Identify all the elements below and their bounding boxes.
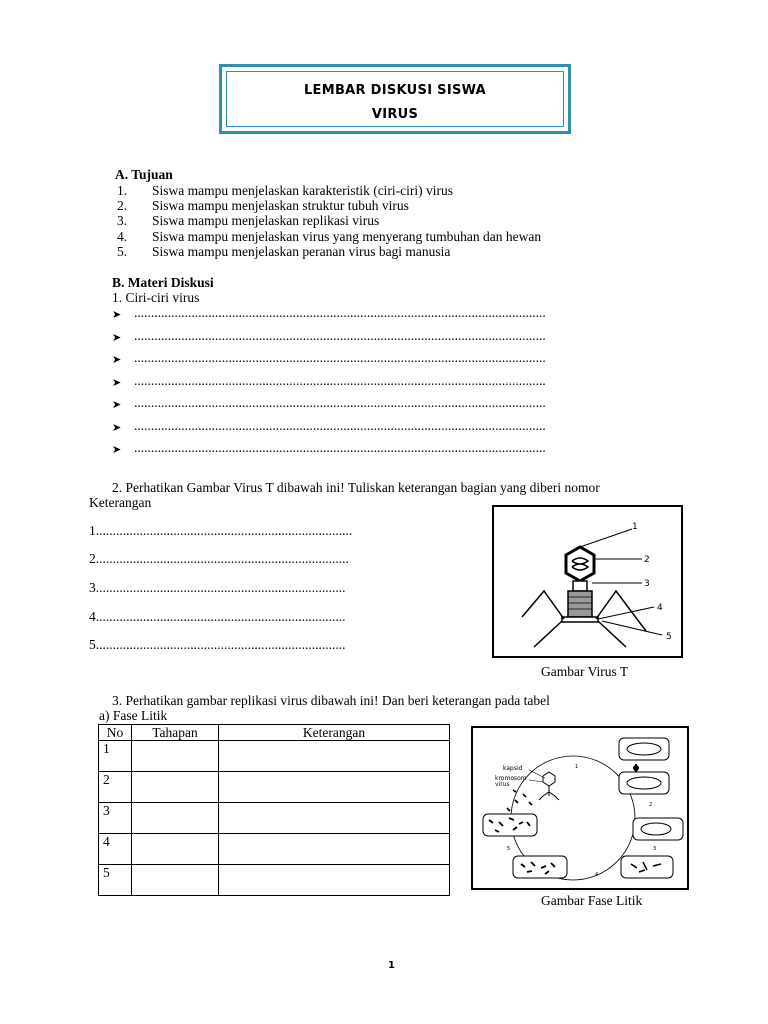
table-row xyxy=(99,803,450,834)
objective-num: 2. xyxy=(117,198,128,213)
fig2-label-kromosom: kromosom xyxy=(495,775,527,782)
fig2-label-virus: virus xyxy=(495,781,510,788)
fig2-label-kapsid: kapsid xyxy=(503,765,523,772)
question-2-text-cont: Keterangan xyxy=(89,495,152,510)
objective-text: Siswa mampu menjelaskan replikasi virus xyxy=(152,213,380,228)
table-cell-keterangan[interactable] xyxy=(219,803,450,834)
lytic-phase-figure xyxy=(471,726,689,890)
objective-num: 1. xyxy=(117,183,128,198)
fill-in-line[interactable]: .......................................................................................................................... xyxy=(134,395,546,410)
table-cell-no: 2 xyxy=(99,772,132,803)
answer-line[interactable]: 5.......................................................................... xyxy=(89,637,346,652)
title-line-1: LEMBAR DISKUSI SISWA xyxy=(303,83,487,98)
question-1-label: 1. Ciri-ciri virus xyxy=(112,290,200,305)
bullet-arrow-icon: ➤ xyxy=(112,399,122,411)
fig1-label: 4 xyxy=(657,603,663,613)
bullet-arrow-icon: ➤ xyxy=(112,422,122,434)
table-cell-tahapan[interactable] xyxy=(132,803,219,834)
objective-text: Siswa mampu menjelaskan virus yang menyerang tumbuhan dan hewan xyxy=(152,229,542,244)
fill-in-line[interactable]: .......................................................................................................................... xyxy=(134,418,546,433)
objective-text: Siswa mampu menjelaskan struktur tubuh virus xyxy=(152,198,409,213)
table-row xyxy=(99,741,450,772)
table-cell-keterangan[interactable] xyxy=(219,772,450,803)
table-header-tahapan: Tahapan xyxy=(132,725,219,741)
fill-in-line[interactable]: .......................................................................................................................... xyxy=(134,328,546,343)
bullet-arrow-icon: ➤ xyxy=(112,332,122,344)
section-b-heading: B. Materi Diskusi xyxy=(112,275,214,290)
table-header-no: No xyxy=(99,725,132,741)
fig1-label: 1 xyxy=(632,522,638,532)
objective-num: 5. xyxy=(117,244,128,259)
page-number: 1 xyxy=(388,960,395,971)
question-3-sub: a) Fase Litik xyxy=(99,708,168,723)
fig1-label: 2 xyxy=(644,555,650,565)
objective-num: 4. xyxy=(117,229,128,244)
answer-line[interactable]: 4.......................................................................... xyxy=(89,609,346,624)
table-cell-keterangan[interactable] xyxy=(219,741,450,772)
virus-t-figure xyxy=(492,505,683,658)
table-cell-no: 3 xyxy=(99,803,132,834)
answer-line[interactable]: 3.......................................................................... xyxy=(89,580,346,595)
table-row xyxy=(99,772,450,803)
title-line-2: VIRUS xyxy=(371,107,419,122)
bullet-arrow-icon: ➤ xyxy=(112,444,122,456)
fill-in-line[interactable]: .......................................................................................................................... xyxy=(134,350,546,365)
table-cell-tahapan[interactable] xyxy=(132,834,219,865)
table-cell-no: 1 xyxy=(99,741,132,772)
fig2-caption: Gambar Fase Litik xyxy=(541,893,643,908)
table-cell-no: 4 xyxy=(99,834,132,865)
question-2-text: 2. Perhatikan Gambar Virus T dibawah ini! Tuliskan keterangan bagian yang diberi nomor xyxy=(112,480,600,495)
bullet-arrow-icon: ➤ xyxy=(112,309,122,321)
fig2-step-label: 4 xyxy=(595,872,599,878)
table-cell-tahapan[interactable] xyxy=(132,865,219,896)
fig2-step-label: 3 xyxy=(653,846,657,852)
bullet-arrow-icon: ➤ xyxy=(112,377,122,389)
fig1-label: 3 xyxy=(644,579,650,589)
table-cell-keterangan[interactable] xyxy=(219,834,450,865)
objective-text: Siswa mampu menjelaskan peranan virus bagi manusia xyxy=(152,244,451,259)
table-header-keterangan: Keterangan xyxy=(219,725,450,741)
fig2-step-label: 1 xyxy=(575,764,579,770)
table-cell-keterangan[interactable] xyxy=(219,865,450,896)
table-row xyxy=(99,834,450,865)
objective-text: Siswa mampu menjelaskan karakteristik (ciri-ciri) virus xyxy=(152,183,454,198)
table-row xyxy=(99,865,450,896)
answer-line[interactable]: 2........................................................................... xyxy=(89,551,349,566)
lytic-cycle-illustration xyxy=(473,728,687,888)
fig2-step-label: 5 xyxy=(507,846,511,852)
table-cell-tahapan[interactable] xyxy=(132,772,219,803)
bacteriophage-illustration xyxy=(494,507,681,656)
fig2-step-label: 2 xyxy=(649,802,653,808)
fill-in-line[interactable]: .......................................................................................................................... xyxy=(134,373,546,388)
fig1-label: 5 xyxy=(666,632,672,642)
fig1-caption: Gambar Virus T xyxy=(541,664,629,679)
title-box xyxy=(219,64,571,134)
lytic-phase-table xyxy=(98,724,450,896)
table-header-row xyxy=(99,725,450,741)
section-a-heading: A. Tujuan xyxy=(115,167,173,182)
answer-line[interactable]: 1............................................................................ xyxy=(89,523,353,538)
table-cell-tahapan[interactable] xyxy=(132,741,219,772)
fill-in-line[interactable]: .......................................................................................................................... xyxy=(134,440,546,455)
fill-in-line[interactable]: .......................................................................................................................... xyxy=(134,305,546,320)
table-cell-no: 5 xyxy=(99,865,132,896)
objective-num: 3. xyxy=(117,213,128,228)
bullet-arrow-icon: ➤ xyxy=(112,354,122,366)
question-3-text: 3. Perhatikan gambar replikasi virus dibawah ini! Dan beri keterangan pada tabel xyxy=(112,693,550,708)
